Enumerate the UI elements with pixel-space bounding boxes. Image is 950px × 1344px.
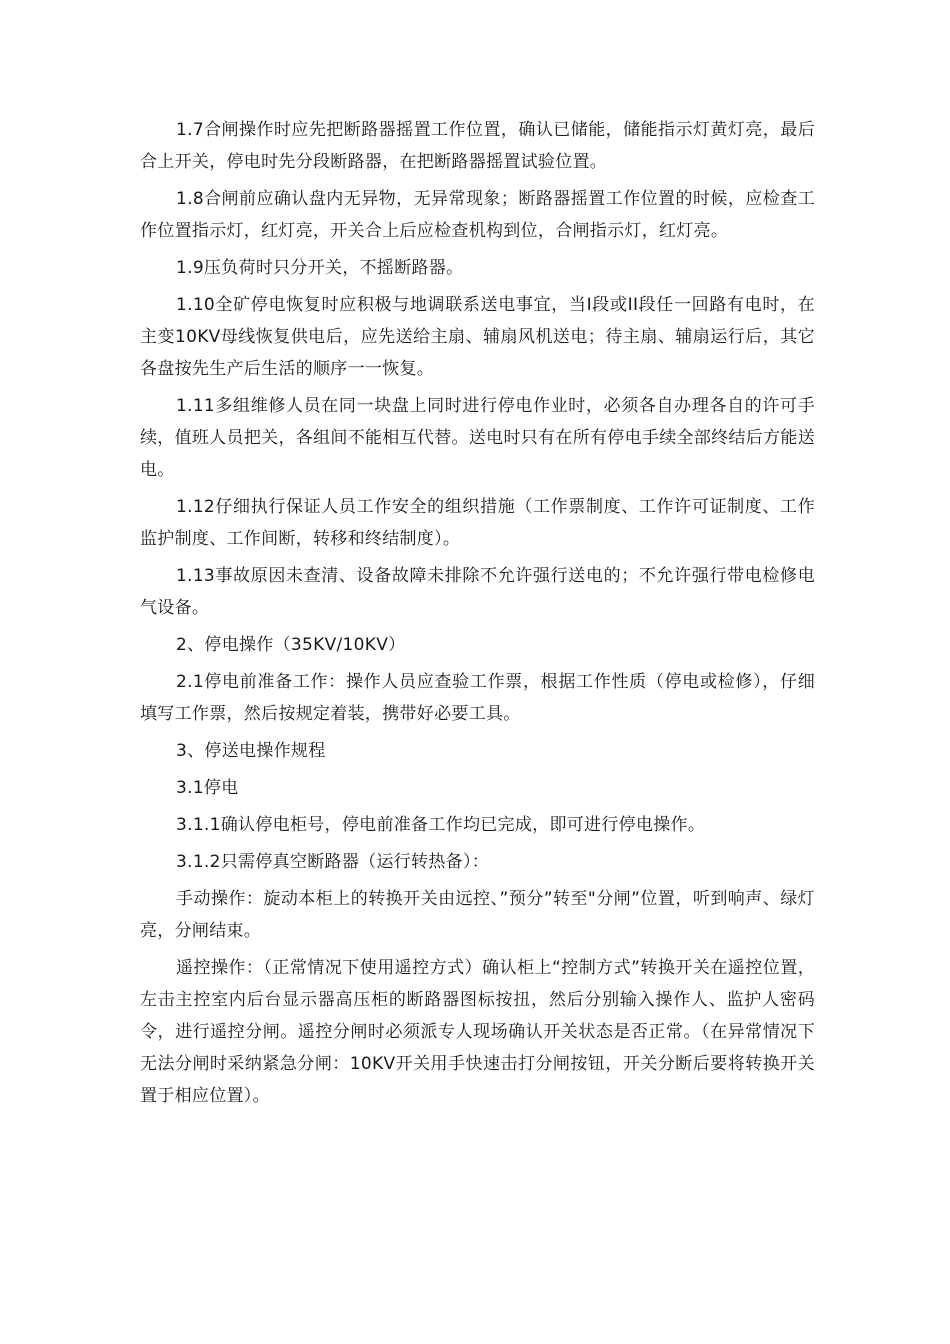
paragraph-1-13: 1.13事故原因未查清、设备故障未排除不允许强行送电的；不允许强行带电检修电气设备。 (140, 566, 815, 618)
paragraph-1-9: 1.9压负荷时只分开关，不摇断路器。 (176, 258, 464, 278)
paragraph-1-7: 1.7合闸操作时应先把断路器摇置工作位置，确认已储能，储能指示灯黄灯亮，最后合上开关，停电时先分段断路器，在把断路器摇置试验位置。 (140, 120, 815, 172)
paragraph-3-1-2: 3.1.2只需停真空断路器（运行转热备）： (176, 852, 490, 872)
paragraph-1-12: 1.12仔细执行保证人员工作安全的组织措施（工作票制度、工作许可证制度、工作监护制度、工作间断，转移和终结制度）。 (140, 497, 815, 549)
section-heading-2: 2、停电操作（35KV/10KV） (176, 635, 406, 655)
paragraph-1-11: 1.11多组维修人员在同一块盘上同时进行停电作业时，必须各自办理各自的许可手续，值班人员把关，各组间不能相互代替。送电时只有在所有停电手续全部终结后方能送电。 (140, 396, 815, 480)
paragraph-1-8: 1.8合闸前应确认盘内无异物，无异常现象；断路器摇置工作位置的时候，应检查工作位置指示灯，红灯亮，开关合上后应检查机构到位，合闸指示灯，红灯亮。 (140, 189, 815, 241)
paragraph-manual-operation: 手动操作：旋动本柜上的转换开关由远控、”预分”转至"分闸”位置，听到响声、绿灯亮，分闸结束。 (140, 889, 815, 941)
section-heading-3: 3、停送电操作规程 (176, 741, 326, 761)
paragraph-2-1: 2.1停电前准备工作：操作人员应查验工作票，根据工作性质（停电或检修），仔细填写工作票，然后按规定着装，携带好必要工具。 (140, 672, 815, 724)
paragraph-remote-operation: 遥控操作：（正常情况下使用遥控方式）确认柜上“控制方式”转换开关在遥控位置，左击主控室内后台显示器高压柜的断路器图标按扭，然后分别输入操作人、监护人密码令，进行遥控分闸。遥控分闸时必须派专人现场确认开关状态是否正常。（在异常情况下无法分闸时采纳紧急分闸：10KV开关用手快速击打分闸按钮，开关分断后要将转换开关置于相应位置）。 (140, 958, 815, 1106)
paragraph-1-10: 1.10全矿停电恢复时应积极与地调联系送电事宜，当I段或II段任一回路有电时，在主变10KV母线恢复供电后，应先送给主扇、辅扇风机送电；待主扇、辅扇运行后，其它各盘按先生产后生活的顺序一一恢复。 (140, 295, 815, 379)
section-heading-3-1: 3.1停电 (176, 778, 239, 798)
paragraph-3-1-1: 3.1.1确认停电柜号，停电前准备工作均已完成，即可进行停电操作。 (176, 815, 706, 835)
document-body (140, 114, 815, 1117)
